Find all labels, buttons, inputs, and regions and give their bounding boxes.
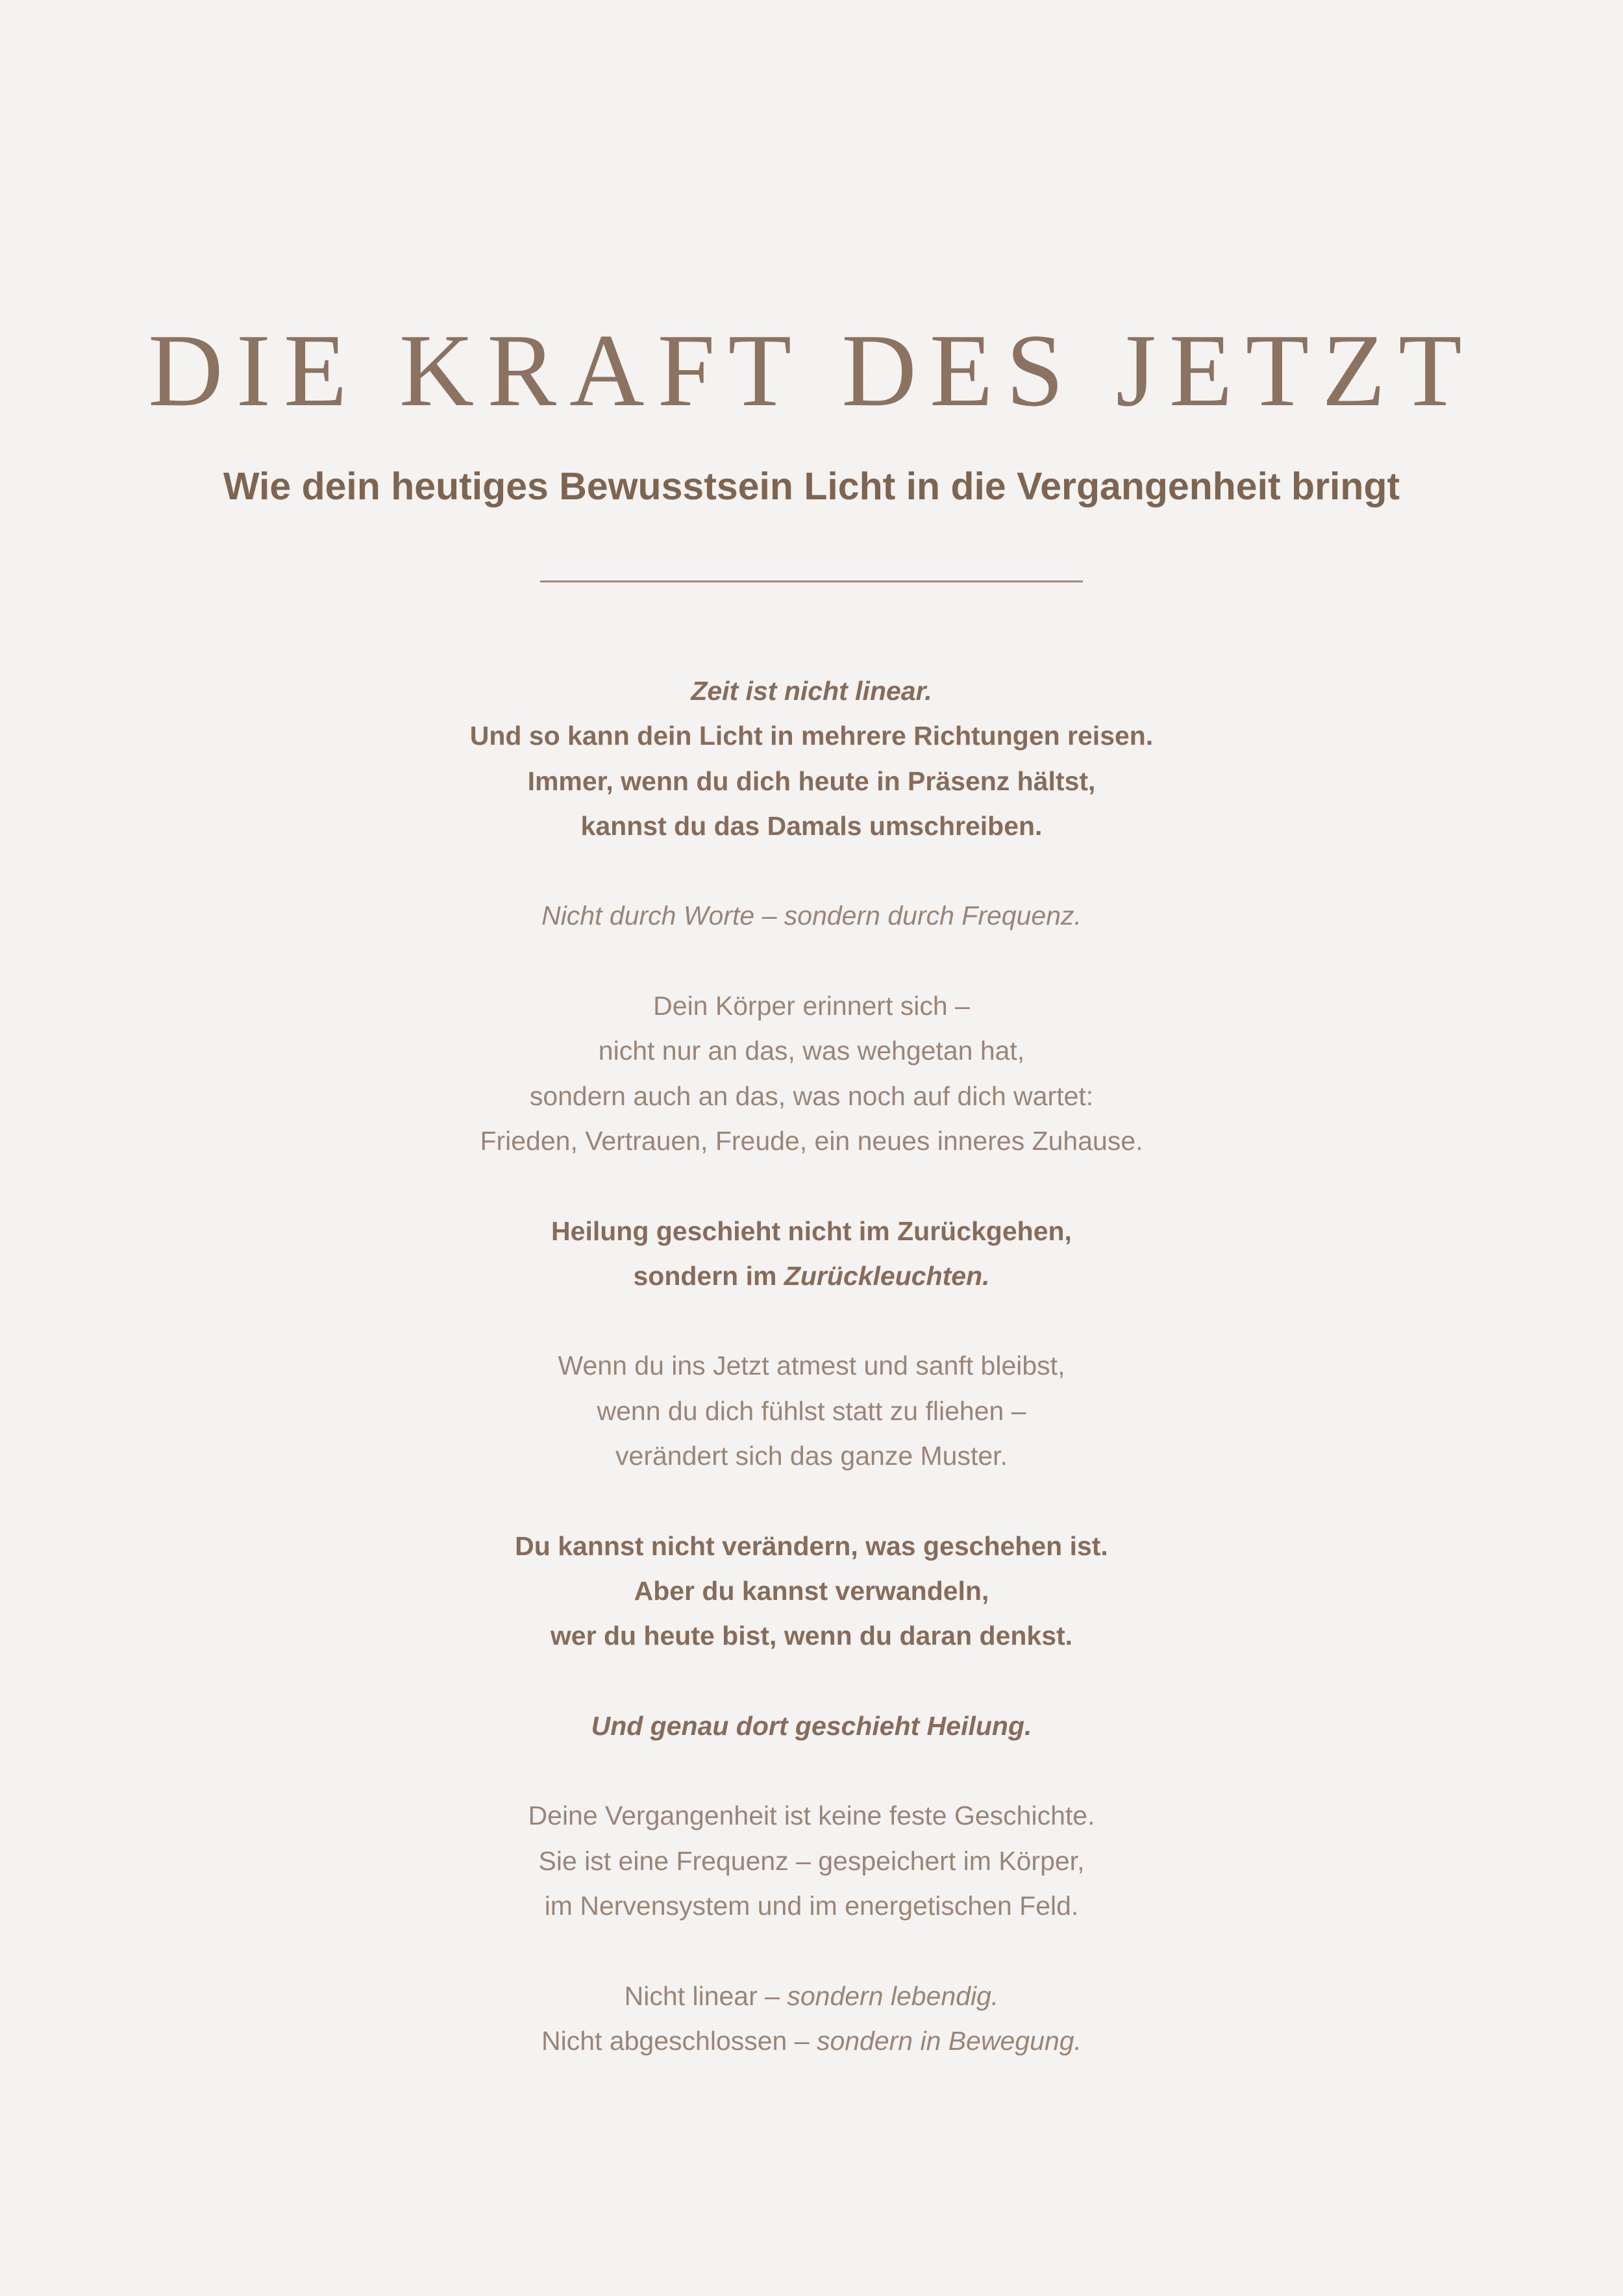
- poem-line: Aber du kannst verwandeln,: [634, 1575, 989, 1606]
- stanza-1: [0, 669, 1623, 849]
- divider-line: [540, 580, 1083, 582]
- poem-line: nicht nur an das, was wehgetan hat,: [598, 1036, 1025, 1066]
- poem-line: wenn du dich fühlst statt zu fliehen –: [597, 1395, 1026, 1426]
- poem-line: [0, 1254, 1623, 1299]
- poem-line: Nicht durch Worte – sondern durch Frequenz.: [541, 901, 1082, 931]
- poem-fragment: sondern im: [633, 1260, 784, 1291]
- stanza-7: [0, 1704, 1623, 1749]
- stanza-2: [0, 893, 1623, 938]
- poem-line: Und so kann dein Licht in mehrere Richtungen reisen.: [469, 721, 1154, 751]
- poem-line: Sie ist eine Frequenz – gespeichert im Körper,: [538, 1845, 1085, 1876]
- poem-line: [0, 1974, 1623, 2019]
- poem-fragment-italic: sondern in Bewegung.: [816, 2025, 1082, 2056]
- poem-line: kannst du das Damals umschreiben.: [580, 810, 1043, 841]
- poem-line: sondern auch an das, was noch auf dich wartet:: [529, 1080, 1094, 1111]
- stanza-5: [0, 1343, 1623, 1479]
- poem-line: Dein Körper erinnert sich –: [653, 991, 970, 1021]
- stanza-6: [0, 1524, 1623, 1659]
- stanza-3: [0, 984, 1623, 1164]
- stanza-8: [0, 1793, 1623, 1928]
- poem-fragment-italic: sondern lebendig.: [787, 1980, 999, 2011]
- poem-line: im Nervensystem und im energetischen Feld.: [544, 1891, 1079, 1921]
- poem-line: verändert sich das ganze Muster.: [615, 1441, 1008, 1471]
- poem-line: Und genau dort geschieht Heilung.: [591, 1710, 1032, 1741]
- page-subtitle: Wie dein heutiges Bewusstsein Licht in die Vergangenheit bringt: [223, 465, 1400, 508]
- poem-line: Deine Vergangenheit ist keine feste Geschichte.: [528, 1801, 1095, 1831]
- poem-line: Frieden, Vertrauen, Freude, ein neues inneres Zuhause.: [480, 1125, 1143, 1156]
- page-title: DIE KRAFT DES JETZT: [148, 312, 1475, 428]
- poem-fragment-italic: Zurückleuchten.: [784, 1260, 990, 1291]
- poem-line: [0, 2019, 1623, 2064]
- poem-line: Zeit ist nicht linear.: [691, 676, 932, 706]
- stanza-9: [0, 1974, 1623, 2064]
- poem-line: wer du heute bist, wenn du daran denkst.: [550, 1621, 1073, 1651]
- poem-line: Immer, wenn du dich heute in Präsenz hältst,: [527, 766, 1096, 796]
- poem-line: Du kannst nicht verändern, was geschehen ist.: [515, 1530, 1108, 1561]
- poem-line: Heilung geschieht nicht im Zurückgehen,: [551, 1216, 1072, 1246]
- stanza-4: [0, 1209, 1623, 1299]
- poem-fragment: Nicht abgeschlossen –: [541, 2025, 817, 2056]
- poem-line: Wenn du ins Jetzt atmest und sanft bleibst,: [558, 1351, 1065, 1381]
- poem-body: [0, 669, 1623, 2109]
- poem-fragment: Nicht linear –: [624, 1980, 787, 2011]
